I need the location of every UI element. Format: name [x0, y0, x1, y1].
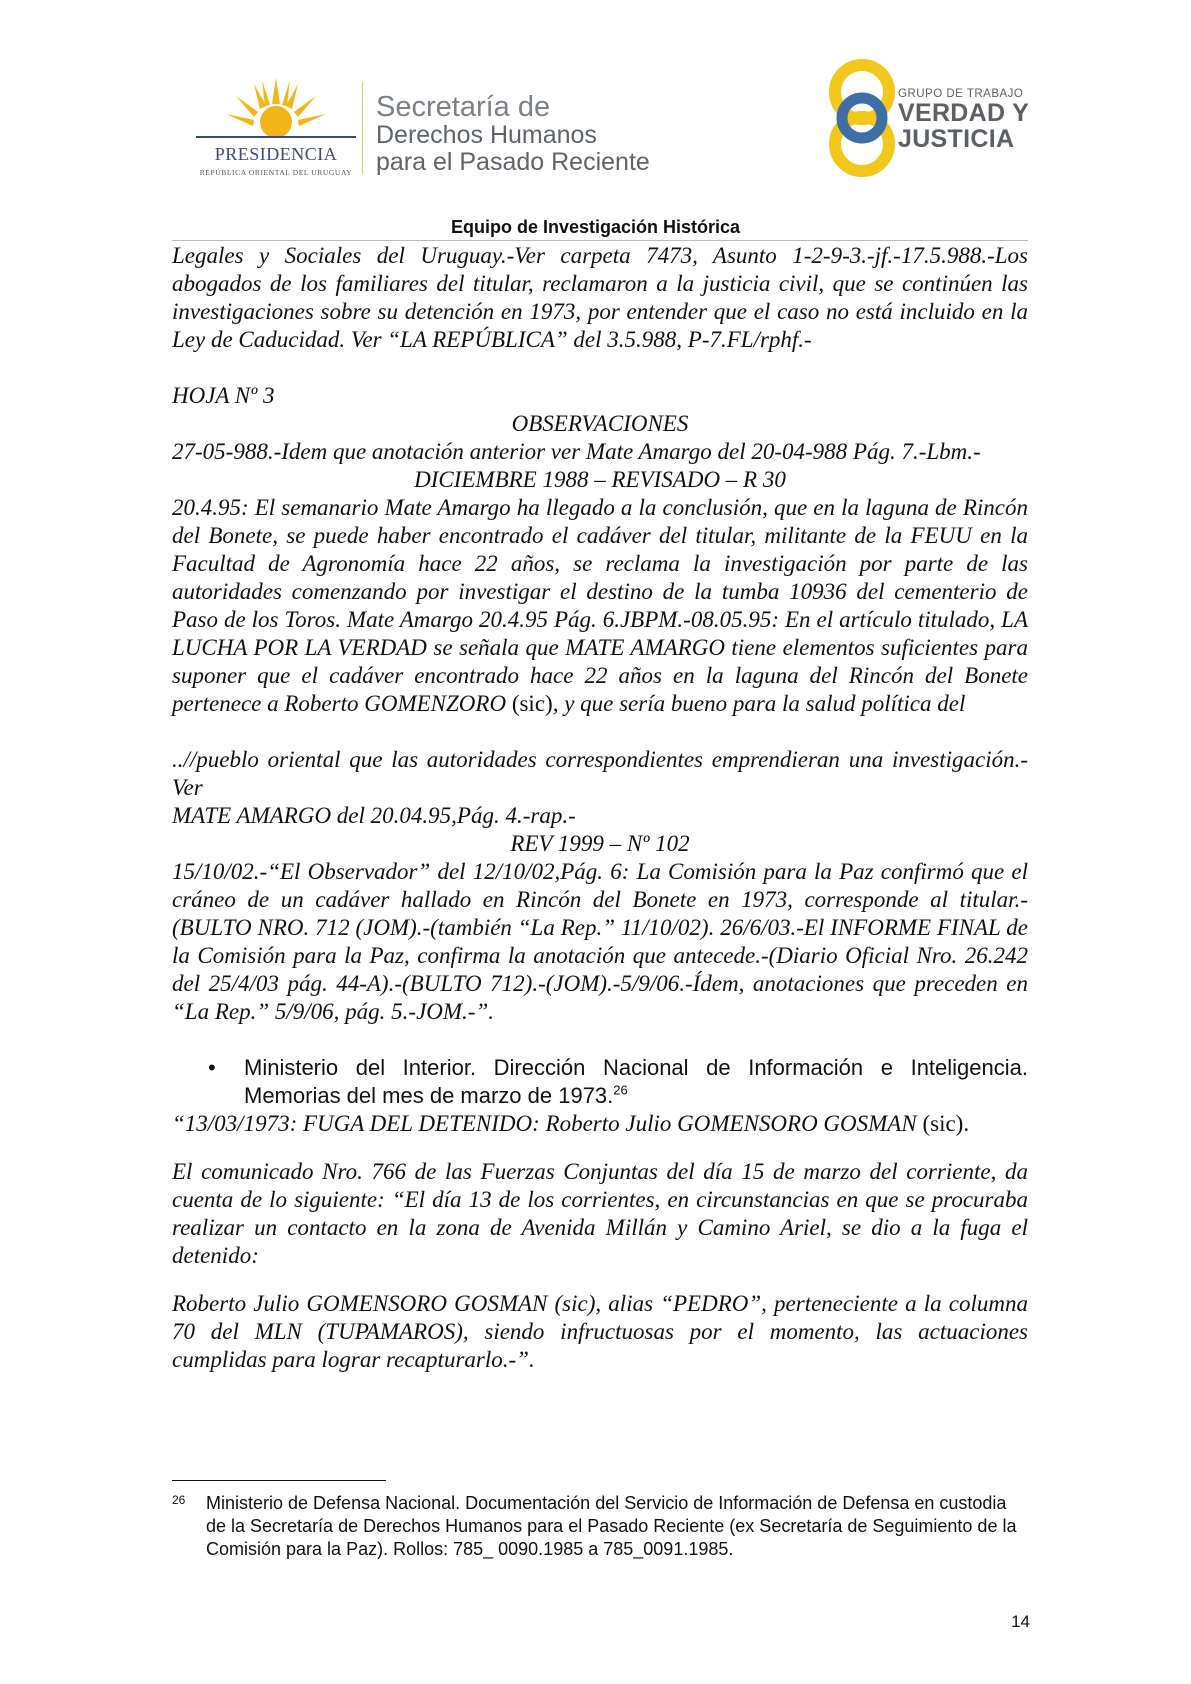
paragraph-mate-amargo — [172, 494, 1028, 718]
bullet-icon: • — [208, 1055, 216, 1080]
secretaria-logo-text — [376, 92, 650, 176]
sic-note: (sic). — [922, 1111, 970, 1136]
hoja-heading: HOJA Nº 3 — [172, 383, 275, 408]
paragraph-comunicado: El comunicado Nro. 766 de las Fuerzas Conjuntas del día 15 de marzo del corriente, da cuenta de lo siguiente: “El día 13 de los corrientes, en circunstancias en que se procuraba realizar un contacto en la zona de Avenida Millán y Camino Ariel, se dio a la fuga el detenido: — [172, 1159, 1028, 1268]
paragraph-roberto: Roberto Julio GOMENSORO GOSMAN (sic), alias “PEDRO”, perteneciente a la columna 70 del MLN (TUPAMAROS), siendo infructuosas por el momento, las actuaciones cumplidas para lograr recapturarlo.-”. — [172, 1291, 1028, 1372]
sun-icon — [196, 78, 356, 142]
verdad-justicia-text — [898, 88, 1029, 152]
footnote-text: Ministerio de Defensa Nacional. Documentación del Servicio de Información de Defensa en custodia de la Secretaría de Derechos Humanos para el Pasado Reciente (ex Secretaría de Seguimiento de la Comisión para la Paz). Rollos: 785_ 0090.1985 a 785_0091.1985. — [206, 1493, 1017, 1559]
footnote-rule — [172, 1480, 386, 1481]
secretaria-line-3: para el Pasado Reciente — [376, 148, 650, 176]
header-divider — [362, 82, 363, 174]
paragraph-mate-amargo-text: 20.4.95: El semanario Mate Amargo ha llegado a la conclusión, que en la laguna de Rincón del Bonete, se puede haber encontrado el cadáver del titular, militante de la FEUU en la Facultad de Agronomía hace 22 años, se reclama la investigación por parte de las autoridades comenzando por investigar el destino de la tumba 10936 del cementerio de Paso de los Toros. Mate Amargo 20.4.95 Pág. 6.JBPM.-08.05.95: En el artículo titulado, LA LUCHA POR LA VERDAD se señala que MATE AMARGO tiene elementos suficientes para suponer que el cadáver encontrado hace 22 años en la laguna del Rincón del Bonete pertenece a Roberto GOMENZORO — [172, 495, 1028, 716]
paragraph-mate-amargo-ref: MATE AMARGO del 20.04.95,Pág. 4.-rap.- — [172, 803, 576, 828]
justicia-label: JUSTICIA — [898, 125, 1015, 153]
page-header — [0, 0, 1191, 237]
paragraph-mate-amargo-tail: , y que sería bueno para la salud política del — [552, 691, 966, 716]
spacer — [172, 1026, 1028, 1046]
sic-note: (sic) — [511, 691, 553, 716]
paragraph-observador: 15/10/02.-“El Observador” del 12/10/02,Pág. 6: La Comisión para la Paz confirmó que el cráneo de un cadáver hallado en Rincón del Bonete en 1973, corresponde al titular.-(BULTO NRO. 712 (JOM).-(también “La Rep.” 11/10/02). 26/6/03.-El INFORME FINAL de la Comisión para la Paz, confirma la anotación que antecede.-(Diario Oficial Nro. 26.242 del 25/4/03 pág. 44-A).-(BULTO 712).-(JOM).-5/9/06.-Ídem, anotaciones que preceden en “La Rep.” 5/9/06, pág. 5.-JOM.-”. — [172, 859, 1028, 1024]
paragraph-fuga — [172, 1110, 1028, 1138]
header-rule — [172, 240, 1028, 241]
revisado-heading: DICIEMBRE 1988 – REVISADO – R 30 — [414, 467, 786, 492]
team-title: Equipo de Investigación Histórica — [450, 217, 741, 237]
footnote-number: 26 — [172, 1493, 186, 1507]
bullet-text: Ministerio del Interior. Dirección Nacional de Información e Inteligencia. Memorias del mes de marzo de 1973. — [244, 1055, 1028, 1108]
observaciones-heading: OBSERVACIONES — [511, 411, 689, 436]
presidencia-logo — [196, 78, 356, 178]
paragraph-pueblo: ..//pueblo oriental que las autoridades correspondientes emprendieran una investigación.-Ver — [172, 747, 1028, 800]
verdad-justicia-rings-icon — [822, 56, 902, 180]
secretaria-line-1: Secretaría de — [376, 91, 551, 123]
verdad-label: VERDAD Y — [898, 99, 1030, 127]
fuga-text: “13/03/1973: FUGA DEL DETENIDO: Roberto Julio GOMENSORO GOSMAN — [172, 1111, 917, 1136]
presidencia-subtitle: REPÚBLICA ORIENTAL DEL URUGUAY — [199, 168, 353, 177]
secretaria-line-2: Derechos Humanos — [376, 121, 597, 149]
bullet-item-ministerio — [172, 1054, 1028, 1110]
spacer — [172, 354, 1028, 382]
spacer — [172, 1138, 1028, 1158]
grupo-label: GRUPO DE TRABAJO — [898, 88, 1024, 100]
rev-heading: REV 1999 – Nº 102 — [510, 831, 690, 856]
footnote-ref[interactable]: 26 — [613, 1082, 628, 1098]
presidencia-label: PRESIDENCIA — [214, 144, 338, 164]
paragraph-idem: 27-05-988.-Idem que anotación anterior ver Mate Amargo del 20-04-988 Pág. 7.-Lbm.- — [172, 439, 981, 464]
page-number: 14 — [1011, 1612, 1030, 1631]
paragraph-legales: Legales y Sociales del Uruguay.-Ver carpeta 7473, Asunto 1-2-9-3.-jf.-17.5.988.-Los abogados de los familiares del titular, reclamaron a la justicia civil, que se continúen las investigaciones sobre su detención en 1973, por entender que el caso no está incluido en la Ley de Caducidad. Ver “LA REPÚBLICA” del 3.5.988, P-7.FL/rphf.- — [172, 243, 1028, 352]
spacer — [172, 1270, 1028, 1290]
footnote — [172, 1492, 1028, 1561]
spacer — [172, 718, 1028, 746]
document-body — [172, 242, 1028, 1374]
